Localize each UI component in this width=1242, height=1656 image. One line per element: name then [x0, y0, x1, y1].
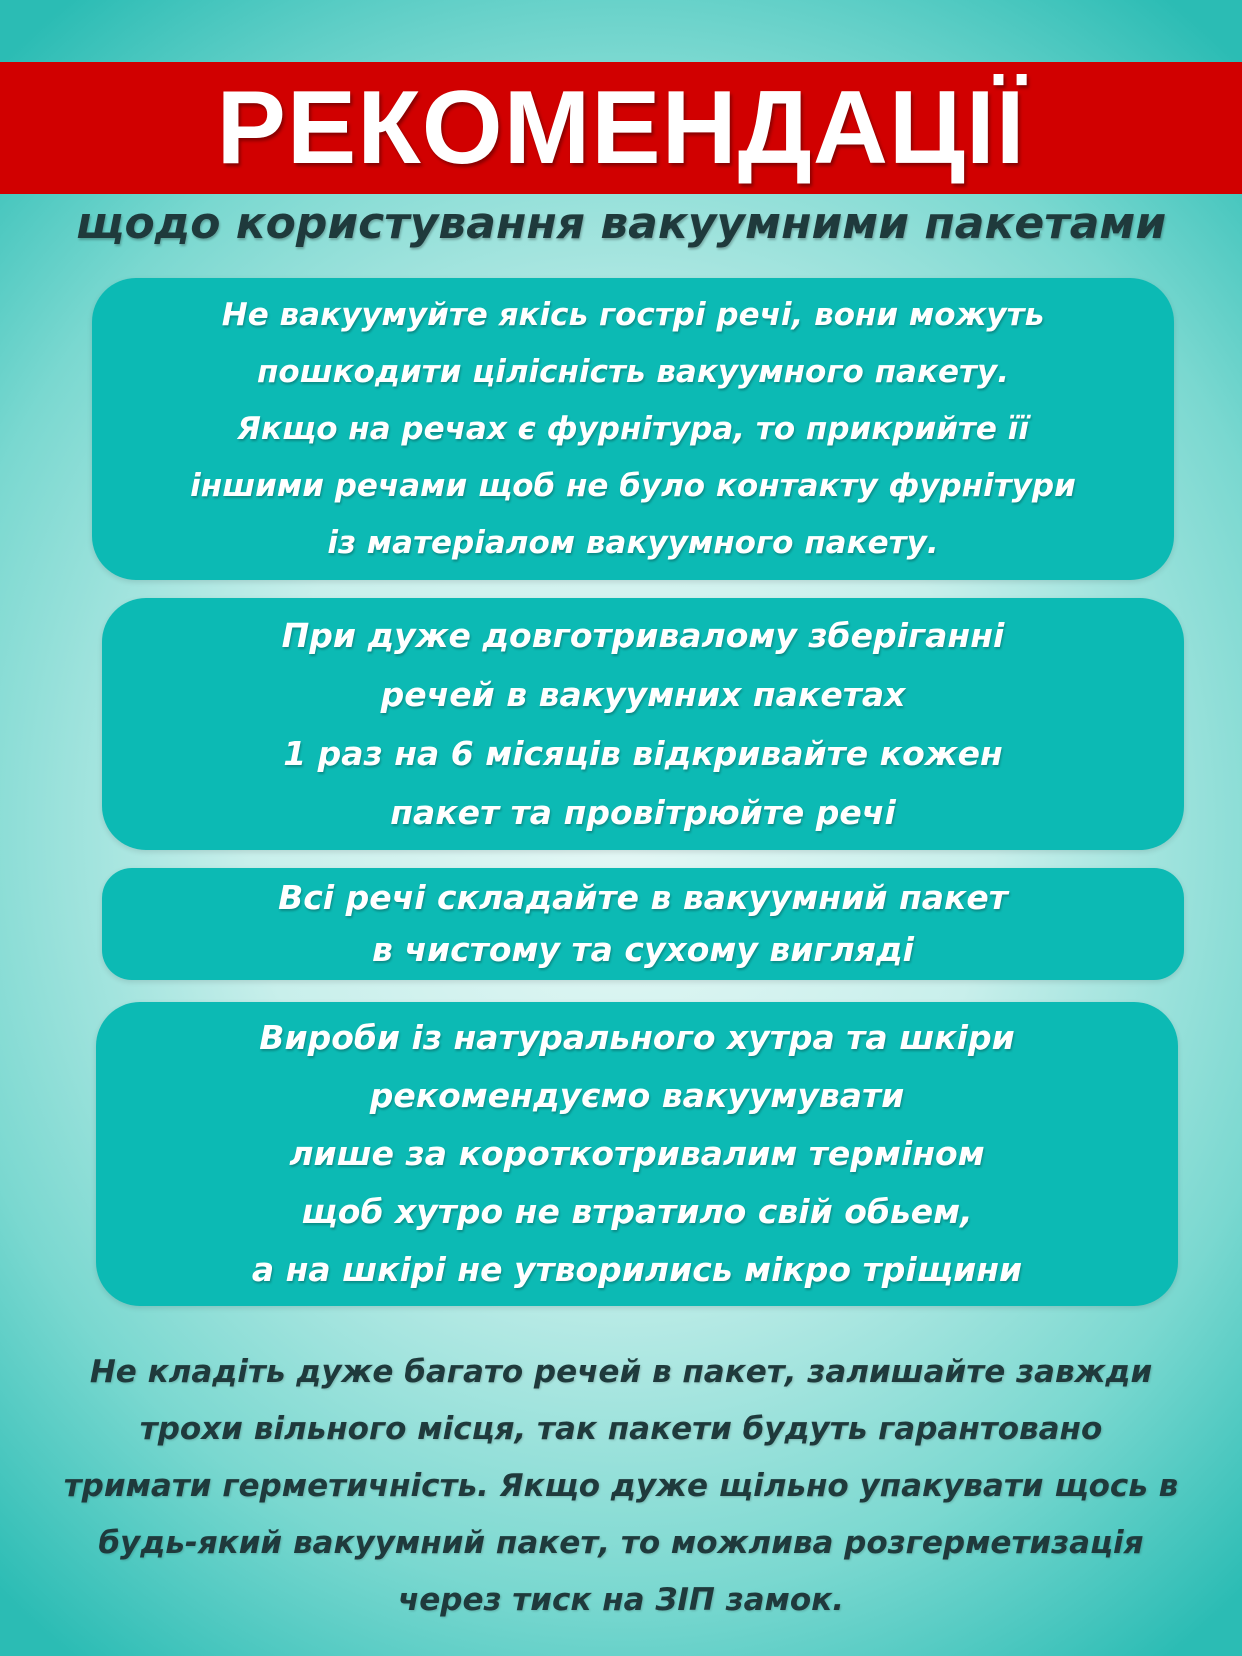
footer-line: трохи вільного місця, так пакети будуть гарантовано: [139, 1411, 1103, 1447]
recommendation-line: пошкодити цілісність вакуумного пакету.: [257, 353, 1009, 390]
title-banner: [0, 62, 1242, 194]
recommendation-line: в чистому та сухому вигляді: [372, 930, 914, 969]
page-subtitle: щодо користування вакуумними пакетами: [75, 198, 1167, 249]
recommendation-box-long-storage: [102, 598, 1184, 850]
footer-line: тримати герметичність. Якщо дуже щільно упакувати щось в: [63, 1468, 1179, 1504]
recommendation-line: пакет та провітрюйте речі: [390, 793, 896, 832]
footer-line: Не кладіть дуже багато речей в пакет, залишайте завжди: [89, 1354, 1153, 1390]
recommendation-line: При дуже довготривалому зберіганні: [281, 616, 1005, 655]
recommendation-line: Не вакуумуйте якісь гострі речі, вони можуть: [221, 296, 1045, 333]
recommendation-line: 1 раз на 6 місяців відкривайте кожен: [283, 734, 1003, 773]
footer-line: через тиск на ЗІП замок.: [397, 1582, 845, 1618]
footer-line: будь-який вакуумний пакет, то можлива розгерметизація: [98, 1525, 1144, 1561]
page-title: РЕКОМЕНДАЦІЇ: [216, 70, 1026, 186]
recommendation-box-fur-leather: [96, 1002, 1178, 1306]
footer-note: [0, 1344, 1242, 1629]
recommendation-line: Якщо на речах є фурнітура, то прикрийте її: [237, 410, 1029, 447]
recommendation-line: щоб хутро не втратило свій обьем,: [301, 1192, 973, 1231]
recommendation-line: Всі речі складайте в вакуумний пакет: [278, 878, 1008, 917]
recommendation-box-sharp-items: [92, 278, 1174, 580]
recommendation-line: Вироби із натурального хутра та шкіри: [259, 1018, 1015, 1057]
recommendation-line: а на шкірі не утворились мікро тріщини: [251, 1250, 1023, 1289]
recommendation-line: іншими речами щоб не було контакту фурнітури: [190, 467, 1076, 504]
recommendation-line: із матеріалом вакуумного пакету.: [327, 524, 939, 561]
recommendation-line: лише за короткотривалим терміном: [289, 1134, 985, 1173]
recommendation-line: речей в вакуумних пакетах: [380, 675, 906, 714]
recommendation-box-clean-dry: [102, 868, 1184, 980]
recommendation-line: рекомендуємо вакуумувати: [369, 1076, 905, 1115]
